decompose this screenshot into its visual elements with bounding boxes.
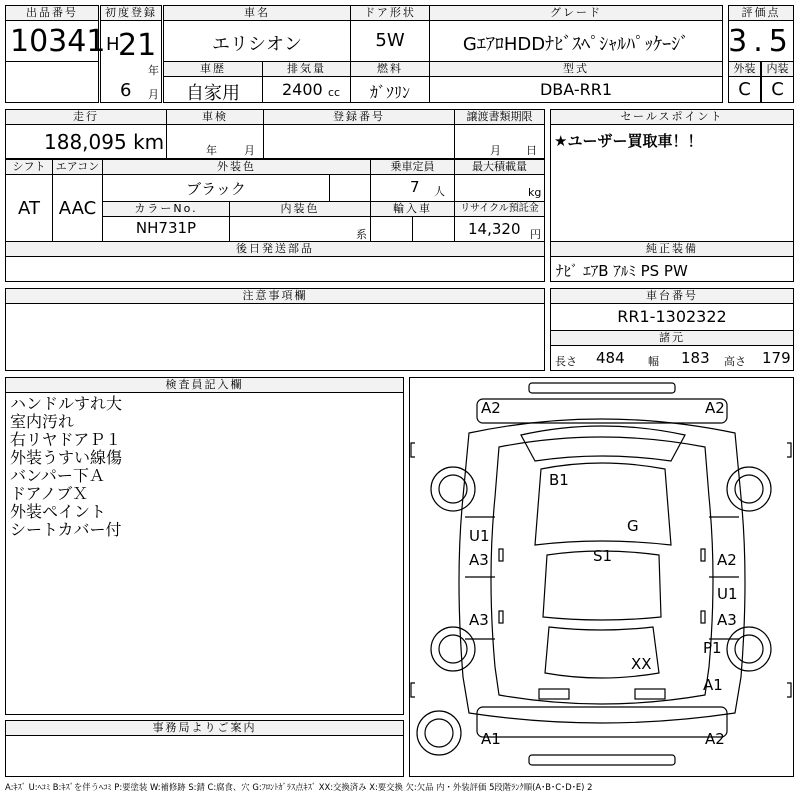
capacity: 7 bbox=[410, 178, 420, 196]
exterior-grade: C bbox=[738, 79, 751, 100]
transfer-label: 譲渡書類期限 bbox=[454, 109, 545, 125]
later-parts-cell bbox=[5, 256, 545, 282]
capacity-unit: 人 bbox=[434, 185, 445, 198]
inspector-line: 室内汚れ bbox=[10, 412, 75, 431]
score-label: 評価点 bbox=[728, 5, 794, 21]
score: 3.5 bbox=[728, 24, 794, 59]
recycle-label: リサイクル預託金 bbox=[454, 201, 545, 217]
car-name-label: 車名 bbox=[163, 5, 351, 21]
reg-year: 21 bbox=[118, 28, 157, 63]
sales-point-label: セールスポイント bbox=[550, 109, 794, 125]
later-parts-label: 後日発送部品 bbox=[5, 241, 545, 257]
color-no: NH731P bbox=[135, 219, 197, 237]
interior-label: 内装 bbox=[761, 61, 794, 77]
height: 179 bbox=[762, 349, 791, 367]
fuel-label: 燃料 bbox=[350, 61, 430, 77]
insp-year-unit: 年 bbox=[206, 144, 217, 157]
damage-mark: B1 bbox=[549, 471, 569, 489]
equipment-label: 純正装備 bbox=[550, 241, 794, 257]
grade-label: グレード bbox=[429, 5, 723, 21]
office-cell bbox=[5, 735, 404, 777]
length: 484 bbox=[596, 349, 625, 367]
inspector-label: 検査員記入欄 bbox=[5, 377, 404, 393]
color-label: 外装色 bbox=[102, 159, 371, 175]
damage-mark: A2 bbox=[705, 730, 725, 748]
damage-mark: XX bbox=[631, 655, 652, 673]
grade: GｴｱﾛHDDﾅﾋﾞｽﾍﾟｼｬﾙﾊﾟｯｹｰｼﾞ bbox=[462, 34, 690, 55]
damage-mark: P1 bbox=[703, 639, 722, 657]
displacement-unit: cc bbox=[328, 86, 341, 99]
model: DBA-RR1 bbox=[539, 80, 613, 99]
month-unit: 月 bbox=[148, 88, 159, 101]
transfer-month-unit: 月 bbox=[490, 144, 501, 157]
damage-mark: A2 bbox=[717, 551, 737, 569]
insp-month-unit: 月 bbox=[244, 144, 255, 157]
model-label: 型式 bbox=[429, 61, 723, 77]
history: 自家用 bbox=[186, 83, 240, 104]
damage-mark: A1 bbox=[481, 730, 501, 748]
recycle-unit: 円 bbox=[530, 228, 541, 241]
fuel: ｶﾞｿﾘﾝ bbox=[369, 83, 410, 102]
ac: AAC bbox=[58, 198, 97, 219]
interior-grade: C bbox=[771, 79, 784, 100]
damage-mark: A3 bbox=[469, 551, 489, 569]
color-extra-cell bbox=[329, 174, 371, 202]
inspector-line: 右リヤドアＰ１ bbox=[10, 430, 122, 449]
shift: AT bbox=[18, 198, 40, 219]
damage-mark: A3 bbox=[717, 611, 737, 629]
transfer-day-unit: 日 bbox=[526, 144, 537, 157]
door-label: ドア形状 bbox=[350, 5, 430, 21]
import-cell-b bbox=[412, 216, 455, 242]
exterior-label: 外装 bbox=[728, 61, 761, 77]
chassis-label: 車台番号 bbox=[550, 288, 794, 304]
reg-no-cell bbox=[263, 124, 455, 159]
dims-cell bbox=[550, 345, 794, 371]
mileage: 188,095 km bbox=[44, 130, 165, 154]
width-label: 幅 bbox=[648, 355, 659, 368]
lot-number: 10341 bbox=[10, 24, 106, 59]
damage-mark: A2 bbox=[705, 399, 725, 417]
reg-no-label: 登録番号 bbox=[263, 109, 455, 125]
car-damage-diagram bbox=[409, 377, 794, 777]
color-no-label: カラーNo. bbox=[102, 201, 230, 217]
legend: A:ｷｽﾞ U:ﾍｺﾐ B:ｷｽﾞを伴うﾍｺﾐ P:要塗装 W:補修跡 S:錆 C:腐食、穴 G:ﾌﾛﾝﾄｶﾞﾗｽ点ｷｽﾞ XX:交換済み X:要交換 欠:欠品 内・外装評価 5段階ﾗﾝｸ順(A･B･C･D･E) 2 bbox=[5, 782, 593, 792]
int-color-cell bbox=[229, 216, 371, 242]
displacement: 2400 bbox=[282, 80, 323, 99]
int-color-unit: 系 bbox=[356, 228, 367, 241]
load-unit: kg bbox=[528, 186, 542, 199]
history-label: 車歴 bbox=[163, 61, 263, 77]
import-cell-a bbox=[370, 216, 413, 242]
load-label: 最大積載量 bbox=[454, 159, 545, 175]
sales-point-text: ★ユーザー買取車！！ bbox=[554, 132, 703, 150]
year-unit: 年 bbox=[148, 64, 159, 77]
damage-mark: A2 bbox=[481, 399, 501, 417]
door-type: 5W bbox=[375, 30, 405, 51]
displacement-label: 排気量 bbox=[262, 61, 351, 77]
era: H bbox=[106, 34, 120, 55]
reg-month: 6 bbox=[120, 80, 132, 101]
dims-label: 諸元 bbox=[550, 330, 794, 346]
inspection-label: 車検 bbox=[166, 109, 264, 125]
damage-mark: A3 bbox=[469, 611, 489, 629]
damage-mark: G bbox=[627, 517, 639, 535]
damage-mark: U1 bbox=[717, 585, 738, 603]
width: 183 bbox=[681, 349, 710, 367]
inspector-line: シートカバー付 bbox=[10, 520, 122, 539]
damage-mark: A1 bbox=[703, 676, 723, 694]
car-name: エリシオン bbox=[212, 34, 302, 55]
import-label: 輸入車 bbox=[370, 201, 455, 217]
inspector-notes bbox=[10, 395, 122, 539]
lot-blank-cell bbox=[5, 61, 99, 103]
capacity-label: 乗車定員 bbox=[370, 159, 455, 175]
height-label: 高さ bbox=[724, 355, 746, 368]
ac-label: エアコン bbox=[52, 159, 103, 175]
inspector-line: 外装ペイント bbox=[10, 502, 107, 521]
lot-label: 出品番号 bbox=[5, 5, 99, 21]
inspector-line: バンパー下Ａ bbox=[10, 466, 105, 485]
equipment: ﾅﾋﾞ ｴｱB ｱﾙﾐ PS PW bbox=[556, 262, 688, 280]
chassis-number: RR1-1302322 bbox=[617, 307, 727, 326]
damage-mark: U1 bbox=[469, 527, 490, 545]
notes-label: 注意事項欄 bbox=[5, 288, 545, 304]
first-reg-label: 初度登録 bbox=[100, 5, 162, 21]
recycle-amount: 14,320 bbox=[468, 220, 521, 238]
int-color-label: 内装色 bbox=[229, 201, 371, 217]
mileage-label: 走行 bbox=[5, 109, 167, 125]
inspector-line: ハンドルすれ大 bbox=[10, 394, 123, 413]
length-label: 長さ bbox=[555, 355, 577, 368]
exterior-color: ブラック bbox=[186, 180, 246, 198]
damage-mark: S1 bbox=[593, 547, 613, 565]
office-label: 事務局よりご案内 bbox=[5, 720, 404, 736]
shift-label: シフト bbox=[5, 159, 53, 175]
inspector-line: 外装うすい線傷 bbox=[10, 448, 123, 467]
notes-cell bbox=[5, 303, 545, 371]
inspector-line: ドアノブＸ bbox=[10, 484, 89, 503]
